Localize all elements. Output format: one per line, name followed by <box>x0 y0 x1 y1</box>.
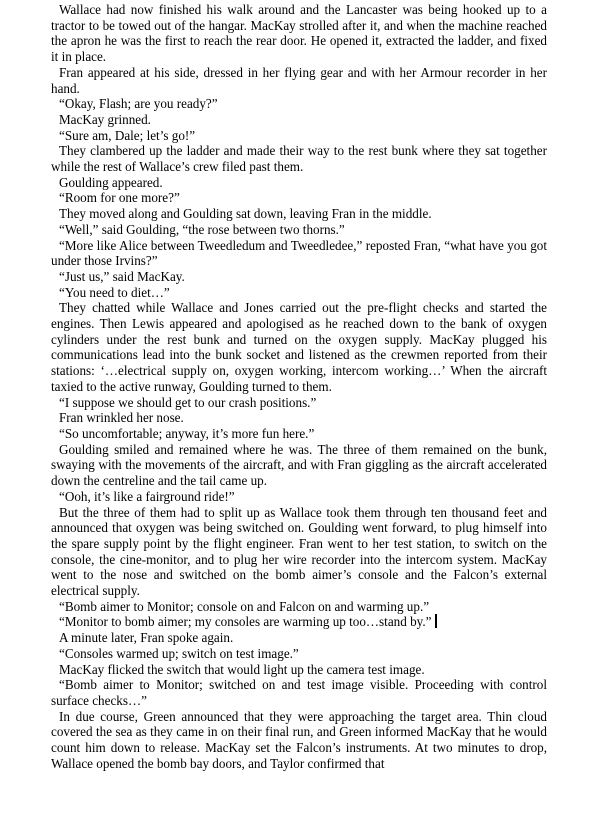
paragraph: “Ooh, it’s like a fairground ride!” <box>59 488 235 504</box>
paragraph: Wallace had now finished his walk around and the Lancaster was being hooked up to a tractor to be towed out of the hangar. MacKay strolled after it, and when the machine reached the apron he was the first to reach the rear door. He opened it, extracted the ladder, and fixed it in place. <box>51 2 547 65</box>
paragraph: “Bomb aimer to Monitor; switched on and test image visible. Proceeding with control surface checks…” <box>51 677 547 708</box>
paragraph: “So uncomfortable; anyway, it’s more fun here.” <box>59 425 315 441</box>
paragraph: A minute later, Fran spoke again. <box>59 630 234 646</box>
text-cursor <box>435 614 437 628</box>
paragraph: MacKay flicked the switch that would light up the camera test image. <box>59 661 425 677</box>
paragraph-text: “Monitor to bomb aimer; my consoles are warming up too…stand by.” <box>59 614 432 630</box>
paragraph: Goulding smiled and remained where he was. The three of them remained on the bunk, swaying with the movements of the aircraft, and with Fran giggling as the aircraft accelerated down the centreline and the tail came up. <box>51 441 547 489</box>
paragraph: MacKay grinned. <box>59 111 151 127</box>
paragraph: “More like Alice between Tweedledum and Tweedledee,” reposted Fran, “what have you got under those Irvins?” <box>51 237 547 269</box>
paragraph: They moved along and Goulding sat down, leaving Fran in the middle. <box>59 206 432 222</box>
paragraph: “Consoles warmed up; switch on test image.” <box>59 645 299 661</box>
paragraph: “You need to diet…” <box>59 284 170 300</box>
paragraph: Fran appeared at his side, dressed in her flying gear and with her Armour recorder in her hand. <box>51 64 547 96</box>
paragraph: “I suppose we should get to our crash positions.” <box>59 394 317 410</box>
paragraph: They clambered up the ladder and made their way to the rest bunk where they sat together while the rest of Wallace’s crew filed past them. <box>51 143 547 175</box>
paragraph-with-cursor[interactable] <box>51 614 547 630</box>
paragraph: In due course, Green announced that they were approaching the target area. Thin cloud covered the sea as they came in on their final run, and Green informed MacKay that he would count him down to release. MacKay set the Falcon’s instruments. At two minutes to drop, Wallace opened the bomb bay doors, and Taylor confirmed that <box>51 708 547 771</box>
paragraph: “Well,” said Goulding, “the rose between two thorns.” <box>59 221 345 237</box>
paragraph: They chatted while Wallace and Jones carried out the pre-flight checks and started the engines. Then Lewis appeared and apologised as he reached down to the bank of oxygen cylinders under the rest bunk and turned on the oxygen supply. MacKay plugged his communications lead into the bunk socket and listened as the crewmen reported from their stations: ‘…electrical supply on, oxygen working, intercom working…’ When the aircraft taxied to the active runway, Goulding turned to them. <box>51 300 547 394</box>
paragraph: “Bomb aimer to Monitor; console on and Falcon on and warming up.” <box>59 598 430 614</box>
paragraph: “Just us,” said MacKay. <box>59 268 185 284</box>
paragraph: Fran wrinkled her nose. <box>59 410 184 426</box>
paragraph: But the three of them had to split up as Wallace took them through ten thousand feet and announced that oxygen was being switched on. Goulding went forward, to plug himself into the spare supply point by the flight engineer. Fran went to her test station, to switch on the console, the cine-monitor, and to plug her wire recorder into the intercom system. MacKay went to the nose and switched on the bomb aimer’s console and the Falcon’s external electrical supply. <box>51 504 547 599</box>
paragraph: “Room for one more?” <box>59 190 180 206</box>
paragraph: “Sure am, Dale; let’s go!” <box>59 127 196 143</box>
paragraph: “Okay, Flash; are you ready?” <box>59 96 218 112</box>
paragraph: Goulding appeared. <box>59 174 163 190</box>
